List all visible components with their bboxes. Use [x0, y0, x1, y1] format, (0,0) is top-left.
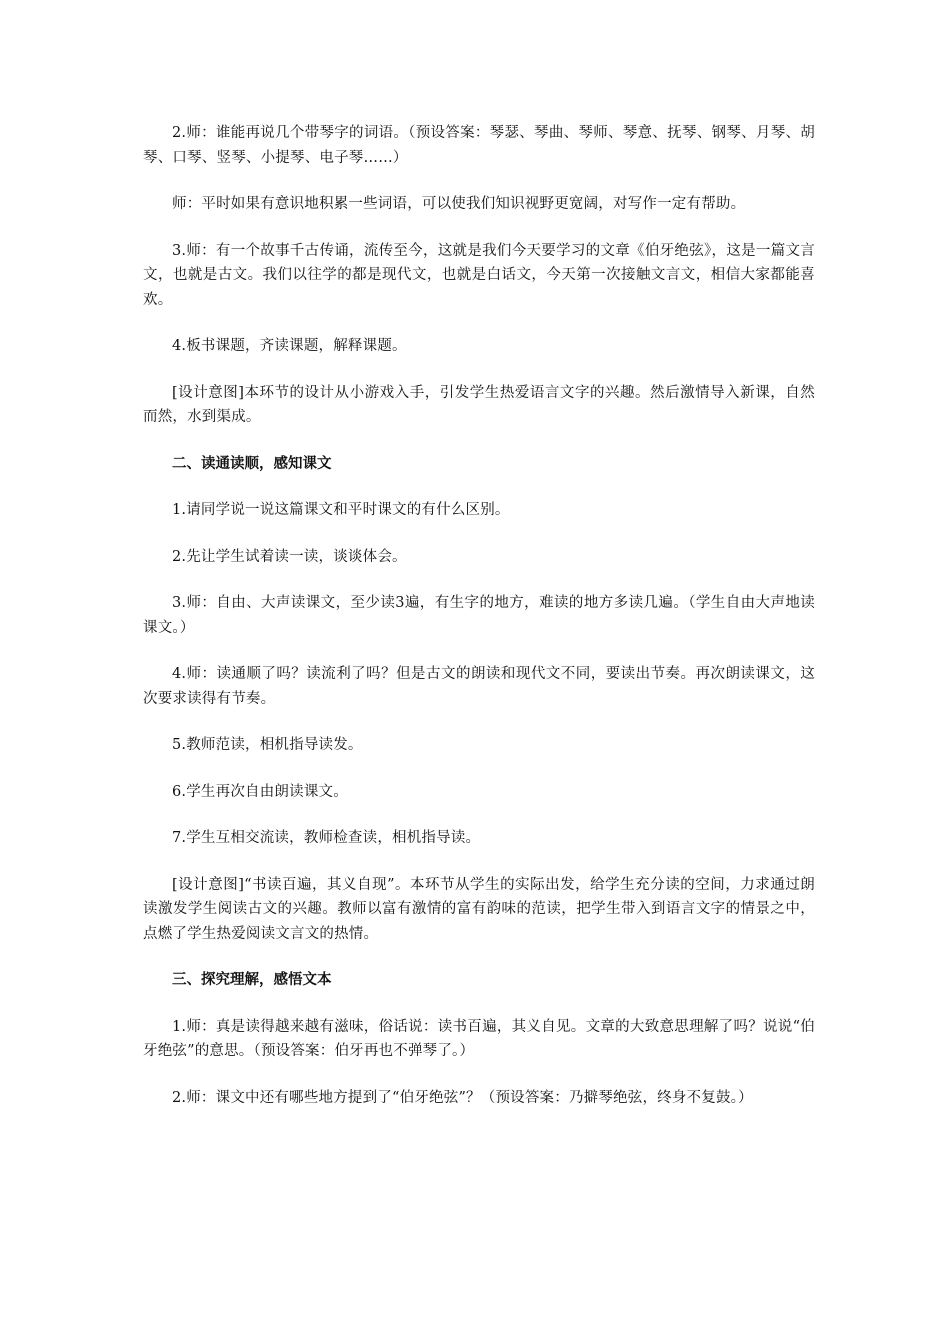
paragraph: 2.先让学生试着读一读，谈谈体会。 [172, 548, 407, 565]
paragraph: 2.师：课文中还有哪些地方提到了“伯牙绝弦”？（预设答案：乃擗琴绝弦，终身不复鼓。） [172, 1089, 753, 1106]
paragraph: 4.板书课题，齐读课题，解释课题。 [172, 338, 407, 354]
paragraph: 1.请同学说一说这篇课文和平时课文的有什么区别。 [172, 502, 510, 518]
design-intent-paragraph: [设计意图]本环节的设计从小游戏入手，引发学生热爱语言文字的兴趣。然后激情导入新课，自然而然，水到渠成。 [143, 384, 815, 425]
document-body [143, 121, 815, 1132]
paragraph: 2.师：谁能再说几个带琴字的词语。（预设答案：琴瑟、琴曲、琴师、琴意、抚琴、钢琴、月琴、胡琴、口琴、竖琴、小提琴、电子琴……） [143, 125, 815, 166]
paragraph: 6.学生再次自由朗读课文。 [172, 783, 348, 800]
paragraph: 5.教师范读，相机指导读发。 [172, 737, 363, 753]
section-heading: 二、读通读顺，感知课文 [172, 455, 332, 472]
paragraph: 4.师：读通顺了吗？读流利了吗？但是古文的朗读和现代文不同，要读出节奏。再次朗读课文，这次要求读得有节奏。 [143, 666, 815, 707]
paragraph: 1.师：真是读得越来越有滋味，俗话说：读书百遍，其义自见。文章的大致意思理解了吗？说说“伯牙绝弦”的意思。（预设答案：伯牙再也不弹琴了。） [143, 1018, 815, 1059]
paragraph: 师：平时如果有意识地积累一些词语，可以使我们知识视野更宽阔，对写作一定有帮助。 [172, 196, 746, 212]
section-heading: 三、探究理解，感悟文本 [172, 972, 332, 988]
paragraph: 3.师：有一个故事千古传诵，流传至今，这就是我们今天要学习的文章《伯牙绝弦》，这是一篇文言文，也就是古文。我们以往学的都是现代文，也就是白话文，今天第一次接触文言文，相信大家都能喜欢。 [143, 242, 815, 308]
design-intent-paragraph: [设计意图]“书读百遍，其义自现”。本环节从学生的实际出发，给学生充分读的空间，力求通过朗读激发学生阅读古文的兴趣。教师以富有激情的富有韵味的范读，把学生带入到语言文字的情景之中，点燃了学生热爱阅读文言文的热情。 [143, 876, 815, 942]
paragraph: 3.师：自由、大声读课文，至少读3遍，有生字的地方，难读的地方多读几遍。（学生自由大声地读课文。） [143, 595, 815, 636]
paragraph: 7.学生互相交流读，教师检查读，相机指导读。 [172, 830, 481, 846]
